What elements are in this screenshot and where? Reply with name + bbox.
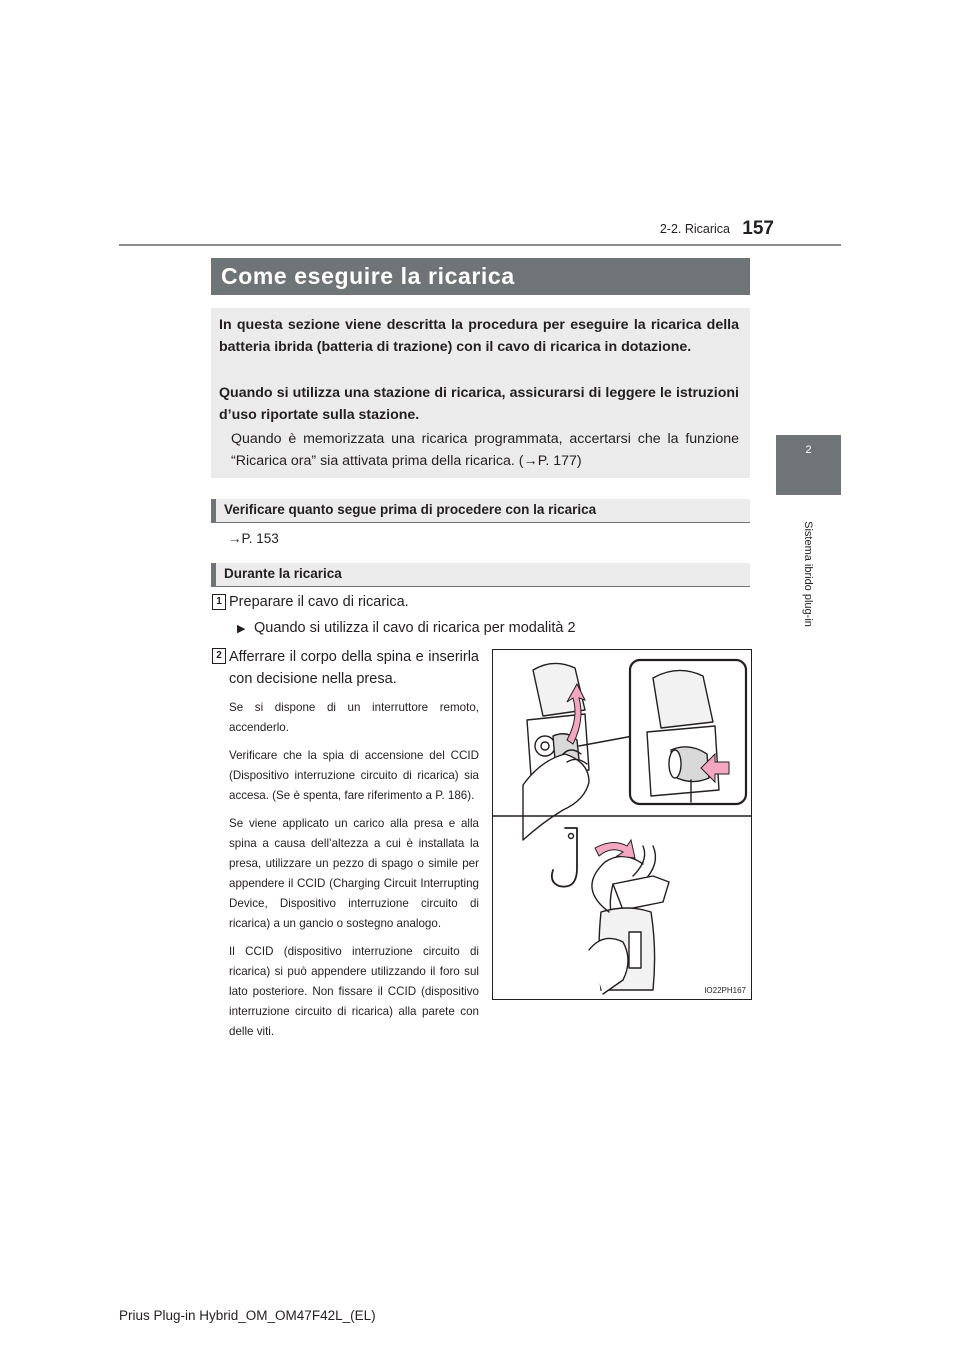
figure-code: IO22PH167 xyxy=(704,986,746,995)
bullet-triangle-icon: ▶ xyxy=(237,623,246,635)
illustration-figure xyxy=(492,649,752,1000)
step-1-text: Preparare il cavo di ricarica. xyxy=(229,594,409,610)
page-title-bar xyxy=(211,258,750,295)
chapter-title: Sistema ibrido plug-in xyxy=(802,521,814,627)
step-2-badge: 2 xyxy=(212,648,226,664)
chapter-tab xyxy=(776,435,841,495)
chapter-number: 2 xyxy=(805,444,812,456)
intro-box xyxy=(211,308,750,478)
intro-paragraph-1: In questa sezione viene descritta la procedura per eseguire la ricarica della batteria ibrida (batteria di trazione) con il cavo di ricarica in dotazione. xyxy=(219,317,739,355)
step-2-column xyxy=(229,646,479,1050)
verify-reference: →P. 153 xyxy=(228,531,279,546)
step-2-note-4: Il CCID (dispositivo interruzione circuito di ricarica) si può appendere utilizzando il foro sul lato posteriore. Non fissare il CCID (dispositivo interruzione circuito di ricarica) alla parete con delle viti. xyxy=(229,945,479,1038)
page-title: Come eseguire la ricarica xyxy=(221,263,515,289)
intro-note: Quando è memorizzata una ricarica programmata, accertarsi che la funzione “Ricarica ora” sia attivata prima della ricarica. (→P. 177) xyxy=(231,431,739,469)
subhead-during-text: Durante la ricarica xyxy=(224,566,342,581)
footer-doc-id: Prius Plug-in Hybrid_OM_OM47F42L_(EL) xyxy=(119,1308,376,1323)
subhead-during xyxy=(211,563,750,587)
subhead-marker xyxy=(211,563,216,586)
page-number: 157 xyxy=(742,218,774,239)
step-2-note-1: Se si dispone di un interruttore remoto, accenderlo. xyxy=(229,701,479,734)
subhead-verify xyxy=(211,499,750,523)
bullet-text: Quando si utilizza il cavo di ricarica per modalità 2 xyxy=(254,620,576,636)
step-2-lead: Afferrare il corpo della spina e inserirla con decisione nella presa. xyxy=(229,649,479,687)
plug-illustration xyxy=(493,650,751,999)
step-2-note-2: Verificare che la spia di accensione del CCID (Dispositivo interruzione circuito di ricarica) sia accesa. (Se è spenta, fare riferimento a P. 186). xyxy=(229,749,479,802)
section-label: 2-2. Ricarica xyxy=(659,222,730,236)
step-2-note-3: Se viene applicato un carico alla presa e alla spina a causa dell’altezza a cui è installata la presa, utilizzare un pezzo di spago o simile per appendere il CCID (Charging Circuit Interrupting Device, Dispositivo interruzione circuito di ricarica) a un gancio o sostegno analogo. xyxy=(229,817,479,930)
header-rule xyxy=(119,244,841,246)
step-1-badge: 1 xyxy=(212,594,226,610)
intro-paragraph-2: Quando si utilizza una stazione di ricarica, assicurarsi di leggere le istruzioni d’uso riportate sulla stazione. xyxy=(219,385,739,423)
subhead-verify-text: Verificare quanto segue prima di procedere con la ricarica xyxy=(224,502,597,517)
subhead-marker xyxy=(211,499,216,522)
